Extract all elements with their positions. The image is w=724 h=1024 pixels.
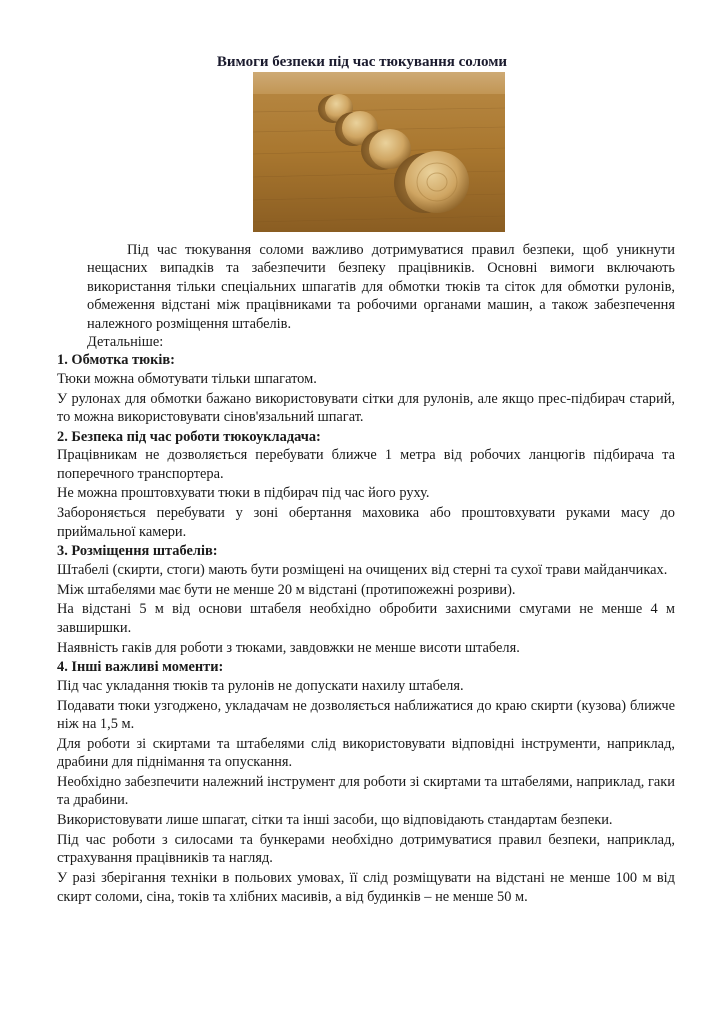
section-item: Працівникам не дозволяється перебувати ближче 1 метра від робочих ланцюгів підбирача та поперечного транспортера. — [57, 447, 675, 482]
intro-paragraph: Під час тюкування соломи важливо дотримуватися правил безпеки, щоб уникнути нещасних випадків та забезпечити безпеку працівників. Основні вимоги включають використання тільки спеціальних шпагатів для обмотки тюків та сіток для обмотки рулонів, обмеження відстані між працівниками та робочими органами машин, а також забезпечення належного розміщення штабелів. — [87, 242, 675, 332]
section-item: Забороняється перебувати у зоні обертання маховика або проштовхувати руками масу до приймальної камери. — [57, 505, 675, 540]
section-item: Подавати тюки узгоджено, укладачам не дозволяється наближатися до краю скирти (кузова) ближче ніж на 1,5 м. — [57, 697, 675, 733]
section-item: Тюки можна обмотувати тільки шпагатом. — [57, 370, 317, 387]
section-item: Використовувати лише шпагат, сітки та інші засоби, що відповідають стандартам безпеки. — [57, 812, 613, 829]
section-item: Наявність гаків для роботи з тюками, завдовжки не менше висоти штабеля. — [57, 639, 520, 656]
section-heading: 3. Розміщення штабелів: — [57, 543, 218, 560]
section-item: Під час роботи з силосами та бункерами необхідно дотримуватися правил безпеки, наприклад, страхування працівників та нагляд. — [57, 832, 675, 867]
hay-bales-photo — [253, 72, 505, 232]
section-item: У разі зберігання техніки в польових умовах, її слід розміщувати на відстані не менше 100 м від скирт соломи, сіна, токів та хлібних масивів, а від будинків – не менше 50 м. — [57, 870, 675, 905]
section-item: Між штабелями має бути не менше 20 м відстані (протипожежні розриви). — [57, 581, 516, 598]
section-item: У рулонах для обмотки бажано використовувати сітки для рулонів, але якщо прес-підбирач старий, то можна використовувати сінов'язальний шпагат. — [57, 390, 675, 426]
section-item: На відстані 5 м від основи штабеля необхідно обробити захисними смугами не менше 4 м завширшки. — [57, 601, 675, 636]
page-title: Вимоги безпеки під час тюкування соломи — [216, 54, 508, 70]
section-item: Не можна проштовхувати тюки в підбирач під час його руху. — [57, 485, 430, 502]
section-wrapping — [57, 351, 675, 426]
details-label: Детальніше: — [87, 334, 164, 351]
document-body — [57, 241, 675, 907]
section-item: Необхідно забезпечити належний інструмент для роботи зі скиртами та штабелями, наприклад, гаки та драбини. — [57, 774, 675, 809]
section-other-points — [57, 658, 675, 906]
section-heading: 4. Інші важливі моменти: — [57, 659, 224, 676]
section-heading: 2. Безпека під час роботи тюкоукладача: — [57, 428, 321, 445]
section-heading: 1. Обмотка тюків: — [57, 352, 175, 369]
section-item: Під час укладання тюків та рулонів не допускати нахилу штабеля. — [57, 677, 464, 694]
section-item: Штабелі (скирти, стоги) мають бути розміщені на очищених від стерні та сухої трави майданчиках. — [57, 561, 668, 578]
section-bale-stacker-safety — [57, 428, 675, 541]
section-item: Для роботи зі скиртами та штабелями слід використовувати відповідні інструменти, наприклад, драбини для піднімання та опускання. — [57, 735, 675, 771]
section-stack-placement — [57, 542, 675, 657]
